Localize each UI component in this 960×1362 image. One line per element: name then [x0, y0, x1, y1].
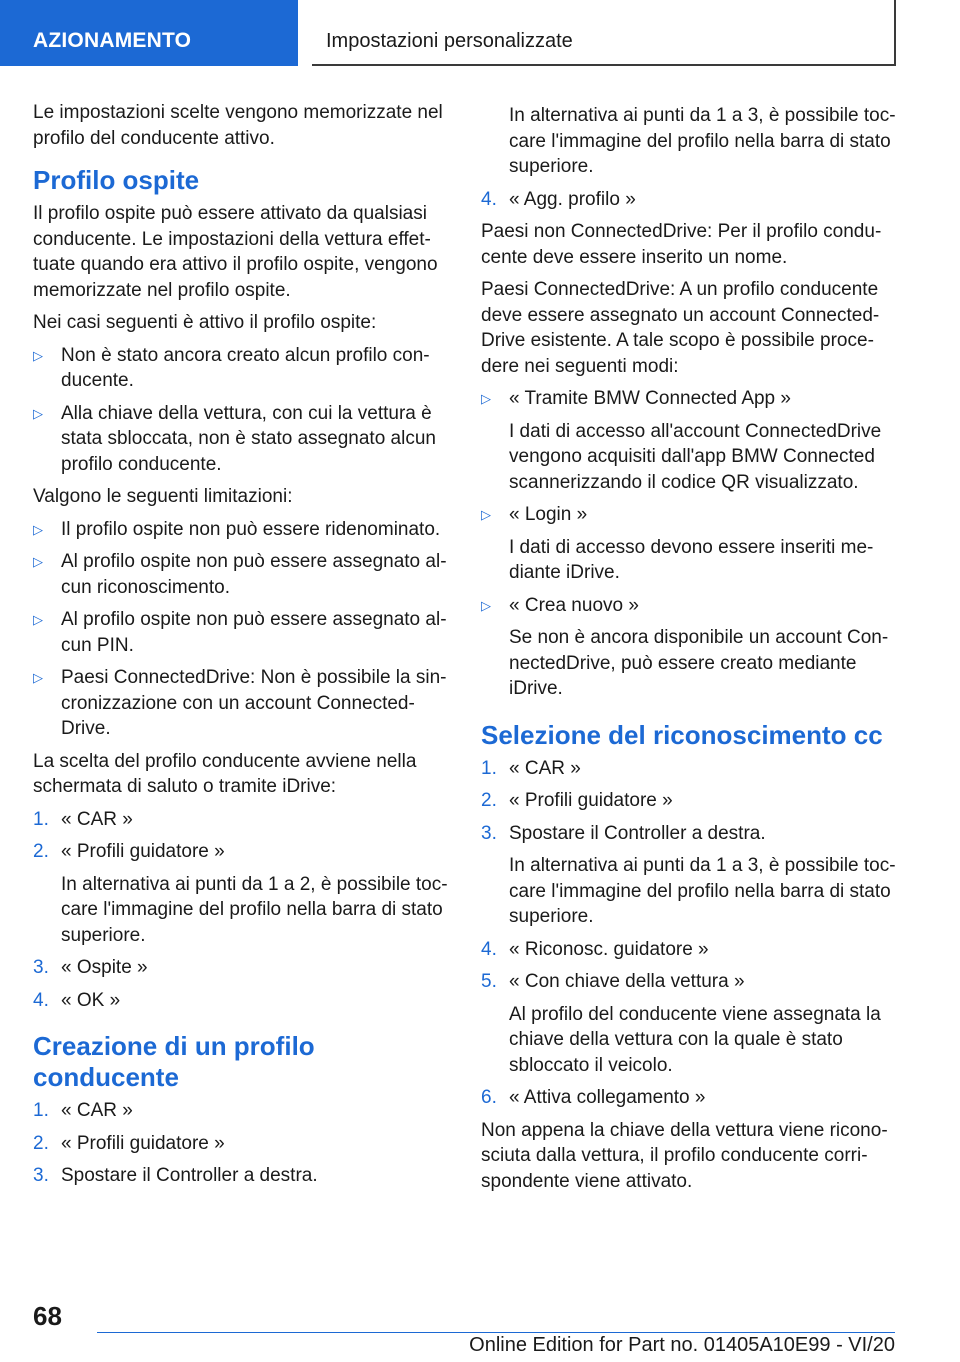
step-item [33, 955, 453, 981]
page-header [0, 0, 960, 66]
left-column [33, 100, 453, 1196]
list-item-text: Non è stato ancora creato alcun profilo conducente. [61, 344, 430, 391]
bullet-triangle-icon: ▷ [33, 347, 43, 363]
step-number: 6. [481, 1087, 497, 1108]
list-item [33, 517, 453, 543]
list-item-text: « Crea nuovo » [509, 594, 639, 616]
step-item [481, 1085, 896, 1111]
list-item-note: I dati di accesso devono essere inseriti mediante iDrive. [509, 536, 874, 583]
heading-select-recognition: Selezione del riconoscimento cc [481, 719, 883, 750]
list-item-note: I dati di accesso all'account ConnectedDrive vengono acquisiti dall'app BMW Connected scannerizzando il codice QR visualizzato. [509, 420, 882, 493]
page-number: 68 [33, 1301, 62, 1331]
step-text: « CAR » [61, 1100, 133, 1121]
step-item [33, 1098, 453, 1124]
step-item [33, 839, 453, 865]
paragraph: Paesi ConnectedDrive: A un profilo conducente deve essere assegnato un account ConnectedDrive esistente. A tale scopo è possibile procedere nei seguenti modi: [481, 279, 880, 377]
list-item-note: Se non è ancora disponibile un account ConnectedDrive, può essere creato mediante iDrive. [509, 627, 889, 699]
step-item [33, 807, 453, 833]
bullet-triangle-icon: ▷ [481, 597, 491, 613]
step-item [33, 988, 453, 1014]
paragraph: Nei casi seguenti è attivo il profilo ospite: [33, 312, 377, 333]
paragraph: Non appena la chiave della vettura viene riconosciuta dalla vettura, il profilo conducente corrispondente viene attivato. [481, 1119, 888, 1192]
footer-edition: Online Edition for Part no. 01405A10E99 - VI/20 [469, 1334, 895, 1356]
step-note: Al profilo del conducente viene assegnata la chiave della vettura con la quale è stato sbloccato il veicolo. [509, 1003, 881, 1076]
step-item [481, 937, 896, 963]
paragraph: Paesi non ConnectedDrive: Per il profilo conducente deve essere inserito un nome. [481, 221, 882, 268]
step-text: Spostare il Controller a destra. [61, 1165, 318, 1186]
step-number: 5. [481, 971, 497, 992]
step-number: 4. [481, 938, 497, 960]
step-text: « Profili guidatore » [61, 841, 225, 862]
intro-paragraph: Le impostazioni scelte vengono memorizzate nel profilo del conducente attivo. [33, 102, 443, 149]
step-text: « Agg. profilo » [509, 188, 636, 210]
list-item-text: Alla chiave della vettura, con cui la vettura è stata sbloccata, non è stato assegnato alcun profilo conducente. [61, 402, 436, 475]
step-text: « Profili guidatore » [509, 790, 673, 811]
step-text: « Attiva collegamento » [509, 1087, 706, 1108]
step-item [481, 187, 896, 213]
paragraph: Il profilo ospite può essere attivato da qualsiasi conducente. Le impostazioni della vettura effettuate quando era attivo il profilo ospite, vengono memorizzate nel profilo ospite. [33, 203, 438, 301]
step-text: « OK » [61, 989, 121, 1011]
list-item [33, 343, 453, 394]
step-item [481, 788, 896, 814]
chapter-tab[interactable]: AZIONAMENTO [0, 0, 298, 66]
bullet-triangle-icon: ▷ [33, 612, 43, 627]
list-item-text: « Login » [509, 504, 588, 525]
paragraph: Valgono le seguenti limitazioni: [33, 486, 293, 507]
list-item-text: Al profilo ospite non può essere assegnato alcun riconoscimento. [61, 551, 447, 598]
step-item [481, 821, 896, 847]
bullet-triangle-icon: ▷ [33, 405, 43, 421]
step-item [481, 756, 896, 782]
step-text: Spostare il Controller a destra. [509, 822, 766, 844]
right-column [481, 103, 896, 1201]
section-title: Impostazioni personalizzate [312, 0, 896, 66]
list-item-text: « Tramite BMW Connected App » [509, 388, 791, 409]
step-number: 3. [33, 957, 49, 978]
footer-divider [97, 1332, 895, 1333]
list-item [481, 593, 896, 619]
list-item-text: Il profilo ospite non può essere ridenominato. [61, 518, 441, 540]
step-number: 2. [33, 841, 49, 862]
step-number: 3. [481, 822, 497, 844]
step-text: « Riconosc. guidatore » [509, 938, 709, 960]
step-number: 1. [481, 757, 497, 779]
bullet-triangle-icon: ▷ [481, 507, 491, 522]
list-item-text: Al profilo ospite non può essere assegnato alcun PIN. [61, 609, 447, 656]
step-number: 3. [33, 1165, 49, 1186]
step-text: « Profili guidatore » [61, 1132, 225, 1154]
list-item [33, 401, 453, 478]
step-note: In alternativa ai punti da 1 a 3, è possibile toccare l'immagine del profilo nella barra di stato superiore. [509, 105, 896, 177]
step-number: 2. [33, 1132, 49, 1154]
list-item [33, 665, 453, 742]
step-number: 2. [481, 790, 497, 811]
step-text: « Con chiave della vettura » [509, 971, 745, 992]
bullet-triangle-icon: ▷ [481, 391, 491, 406]
list-item [481, 502, 896, 528]
step-number: 4. [481, 188, 497, 210]
step-note: In alternativa ai punti da 1 a 3, è possibile toccare l'immagine del profilo nella barra di stato superiore. [509, 855, 896, 927]
step-item [33, 1163, 453, 1189]
list-item [481, 386, 896, 412]
list-item [33, 549, 453, 600]
bullet-triangle-icon: ▷ [33, 554, 43, 569]
paragraph: La scelta del profilo conducente avviene nella schermata di saluto o tramite iDrive: [33, 750, 417, 797]
bullet-triangle-icon: ▷ [33, 670, 43, 685]
step-note: In alternativa ai punti da 1 a 2, è possibile toccare l'immagine del profilo nella barra di stato superiore. [61, 873, 448, 946]
step-number: 1. [33, 1100, 49, 1121]
heading-guest-profile: Profilo ospite [33, 165, 200, 195]
step-text: « CAR » [509, 757, 581, 779]
step-item [481, 969, 896, 995]
list-item-text: Paesi ConnectedDrive: Non è possibile la sincronizzazione con un account ConnectedDrive. [61, 667, 447, 739]
step-number: 4. [33, 989, 49, 1011]
step-text: « Ospite » [61, 957, 148, 978]
step-text: « CAR » [61, 808, 133, 830]
step-item [33, 1131, 453, 1157]
heading-create-profile: Creazione di un profilo conducente [33, 1031, 315, 1092]
step-number: 1. [33, 808, 49, 830]
bullet-triangle-icon: ▷ [33, 521, 43, 537]
list-item [33, 607, 453, 658]
